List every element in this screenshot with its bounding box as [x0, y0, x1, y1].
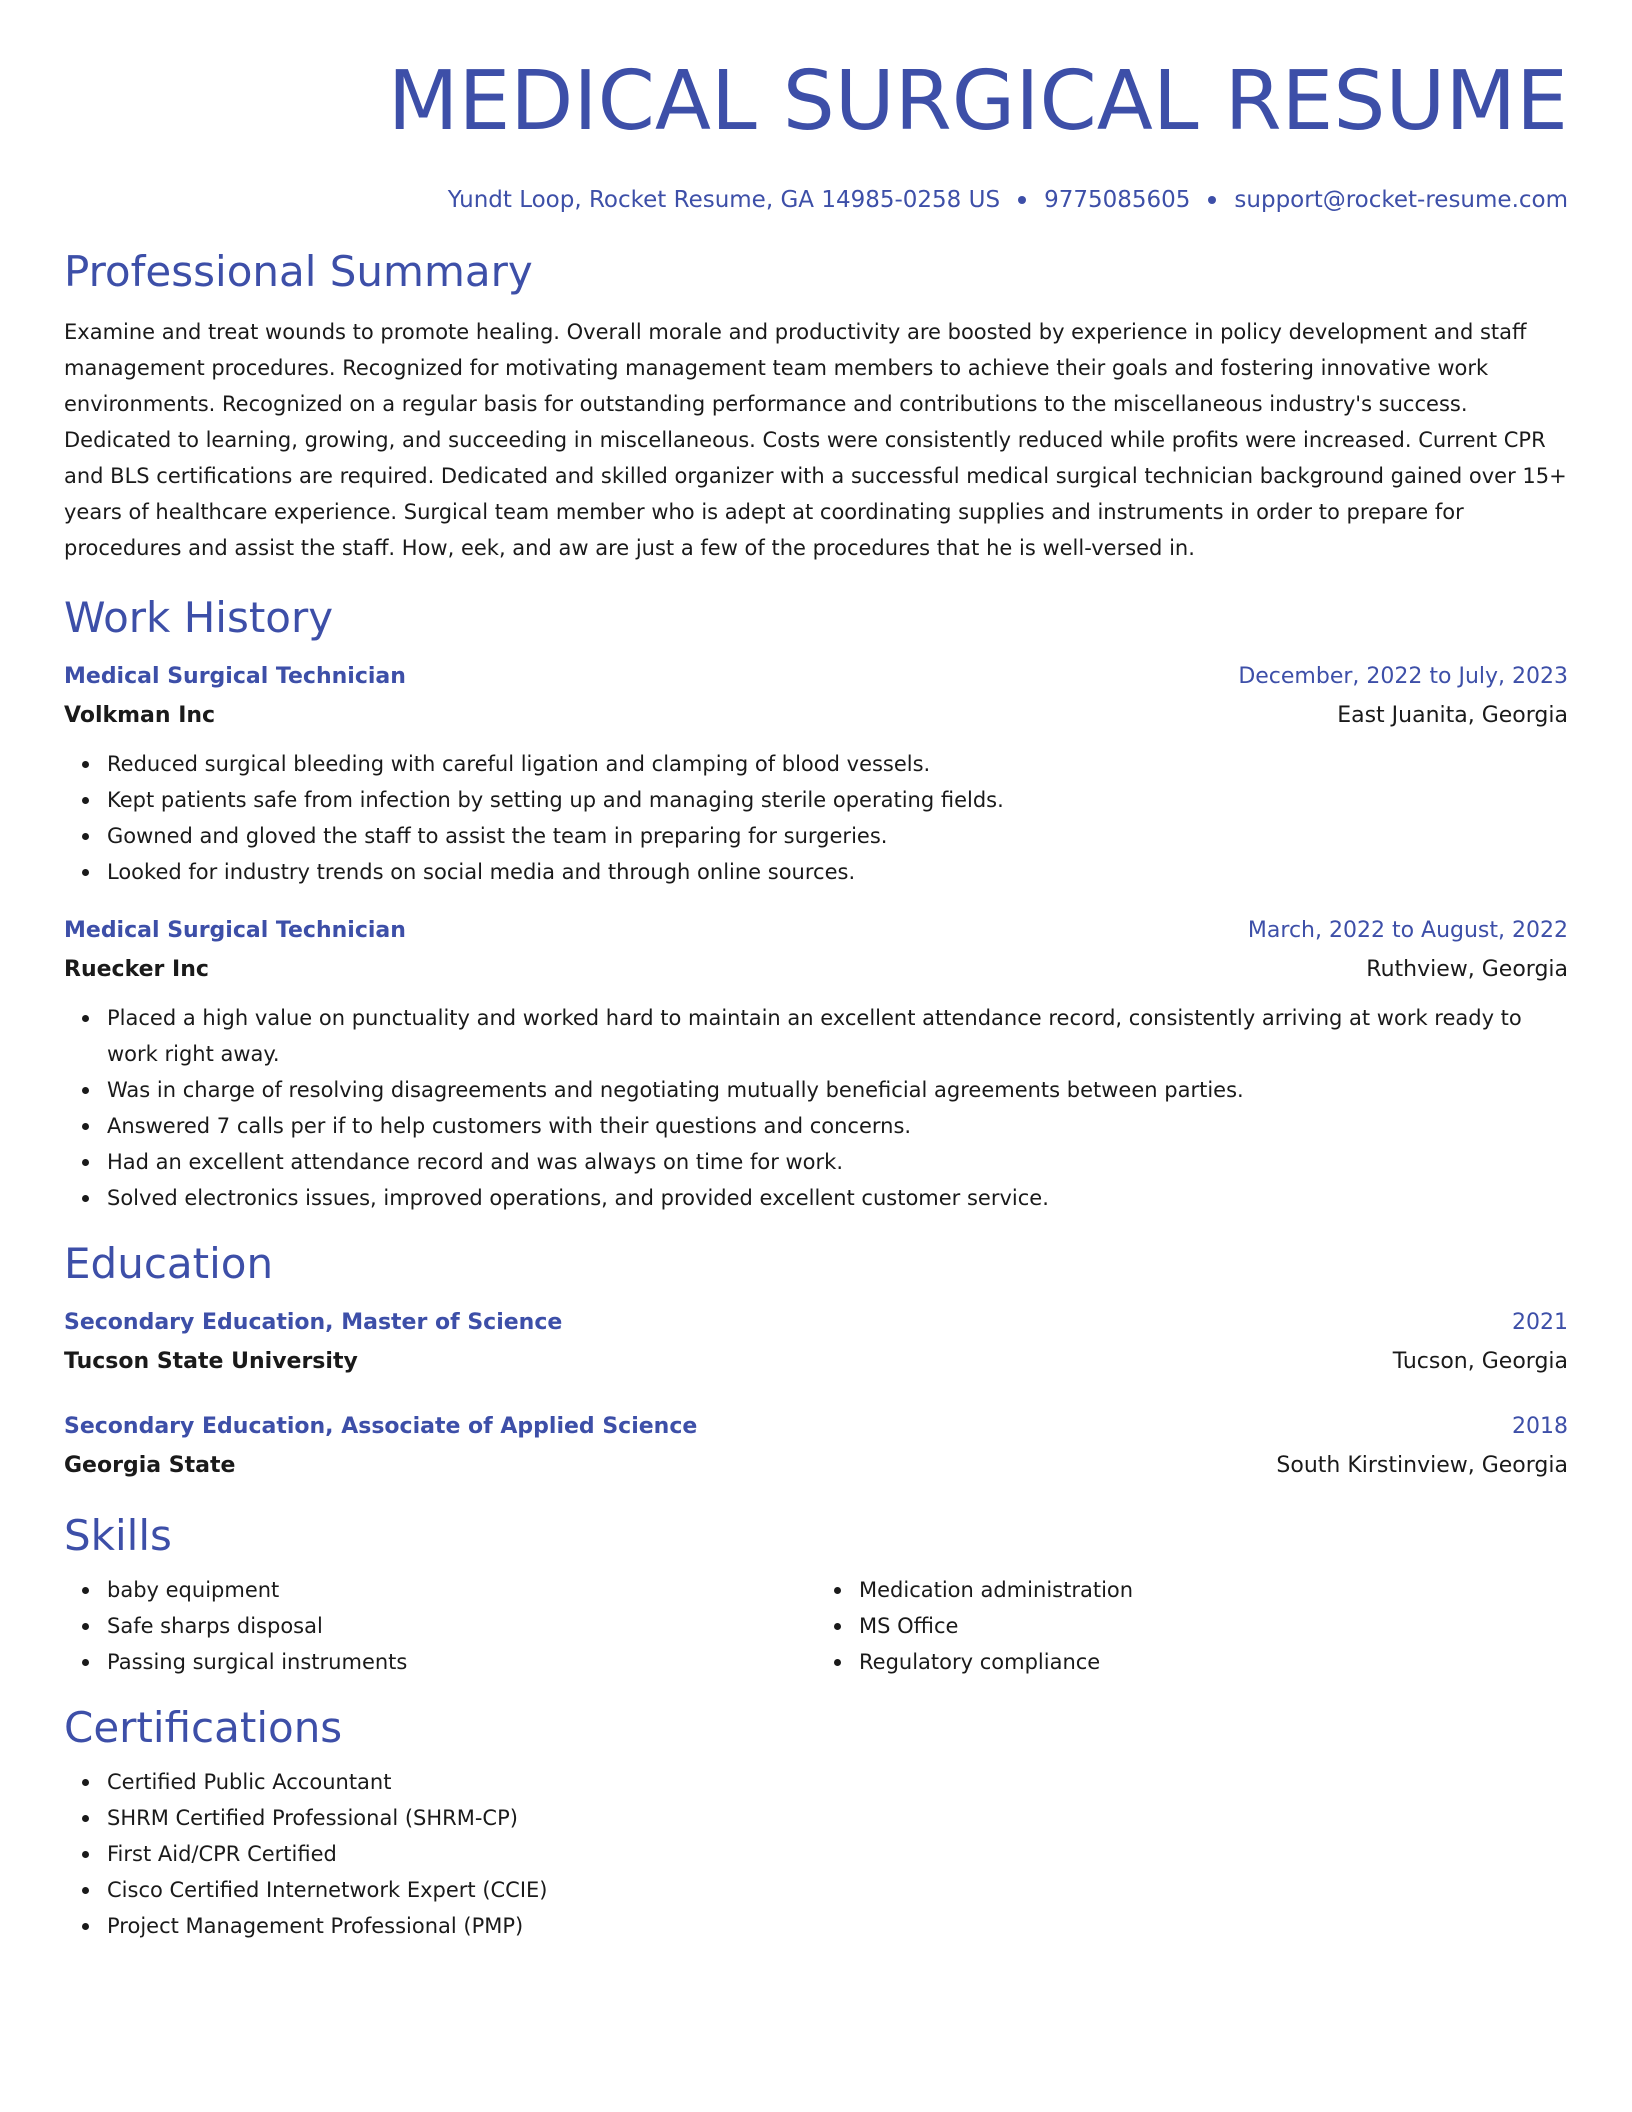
contact-phone: 9775085605	[1044, 187, 1191, 213]
list-item: MS Office	[859, 1608, 1568, 1644]
list-item: Project Management Professional (PMP)	[107, 1908, 1568, 1944]
certifications-section	[64, 1702, 1568, 1944]
summary-text: Examine and treat wounds to promote healing. Overall morale and productivity are boosted by experience in policy development and staff management procedures. Recognized for motivating management team members to achieve their goals and fostering innovative work environments. Recognized on a regular basis for outstanding performance and contributions to the miscellaneous industry's success. Dedicated to learning, growing, and succeeding in miscellaneous. Costs were consistently reduced while profits were increased. Current CPR and BLS certifications are required. Dedicated and skilled organizer with a successful medical surgical technician background gained over 15+ years of healthcare experience. Surgical team member who is adept at coordinating supplies and instruments in order to prepare for procedures and assist the staff. How, eek, and aw are just a few of the procedures that he is well-versed in.	[64, 320, 1567, 560]
education-school: Tucson State University	[64, 1349, 358, 1374]
list-item: Looked for industry trends on social media and through online sources.	[107, 854, 1568, 890]
list-item: SHRM Certified Professional (SHRM-CP)	[107, 1800, 1568, 1836]
job-header-row	[64, 658, 1568, 696]
contact-line	[64, 184, 1568, 216]
list-item: Answered 7 calls per if to help customers with their questions and concerns.	[107, 1108, 1568, 1144]
summary-section	[64, 246, 1568, 566]
education-header-row	[64, 1304, 1568, 1342]
skills-list	[64, 1572, 816, 1680]
job-dates: December, 2022 to July, 2023	[1238, 664, 1568, 689]
education-section	[64, 1238, 1568, 1486]
education-location: South Kirstinview, Georgia	[1276, 1453, 1568, 1478]
certifications-list	[64, 1764, 1568, 1944]
section-title-skills: Skills	[64, 1511, 172, 1560]
section-title-certifications: Certifications	[64, 1703, 343, 1752]
contact-email: support@rocket-resume.com	[1234, 187, 1568, 213]
job-role: Medical Surgical Technician	[64, 918, 406, 943]
education-school: Georgia State	[64, 1453, 236, 1478]
list-item: First Aid/CPR Certified	[107, 1836, 1568, 1872]
job-company-row	[64, 696, 1568, 736]
work-history-section	[64, 592, 1568, 1216]
list-item: baby equipment	[107, 1572, 816, 1608]
job-company: Volkman Inc	[64, 703, 216, 728]
education-location: Tucson, Georgia	[1392, 1349, 1568, 1374]
job-dates: March, 2022 to August, 2022	[1247, 918, 1568, 943]
education-year: 2018	[1512, 1414, 1568, 1439]
education-header-row	[64, 1408, 1568, 1446]
separator-dot	[1018, 196, 1026, 204]
list-item: Passing surgical instruments	[107, 1644, 816, 1680]
skills-section	[64, 1510, 1568, 1680]
skills-columns	[64, 1562, 1568, 1680]
education-school-row	[64, 1342, 1568, 1382]
section-title-education: Education	[64, 1239, 274, 1288]
job-location: East Juanita, Georgia	[1337, 703, 1568, 728]
list-item: Safe sharps disposal	[107, 1608, 816, 1644]
job-bullets	[64, 746, 1568, 890]
job-bullets	[64, 1000, 1568, 1216]
job-location: Ruthview, Georgia	[1366, 957, 1568, 982]
list-item: Medication administration	[859, 1572, 1568, 1608]
job-header-row	[64, 912, 1568, 950]
job-company-row	[64, 950, 1568, 990]
education-year: 2021	[1512, 1310, 1568, 1335]
resume-header	[64, 0, 1568, 216]
list-item: Gowned and gloved the staff to assist the team in preparing for surgeries.	[107, 818, 1568, 854]
list-item: Cisco Certified Internetwork Expert (CCIE)	[107, 1872, 1568, 1908]
skills-column-right	[816, 1562, 1568, 1680]
education-entry	[64, 1304, 1568, 1382]
list-item: Placed a high value on punctuality and worked hard to maintain an excellent attendance record, consistently arriving at work ready to work right away.	[107, 1000, 1568, 1072]
separator-dot	[1208, 196, 1216, 204]
list-item: Reduced surgical bleeding with careful ligation and clamping of blood vessels.	[107, 746, 1568, 782]
job-entry	[64, 912, 1568, 1216]
education-degree: Secondary Education, Master of Science	[64, 1310, 563, 1335]
list-item: Kept patients safe from infection by setting up and managing sterile operating fields.	[107, 782, 1568, 818]
skills-list	[816, 1572, 1568, 1680]
education-entry	[64, 1408, 1568, 1486]
education-degree: Secondary Education, Associate of Applied Science	[64, 1414, 698, 1439]
list-item: Was in charge of resolving disagreements and negotiating mutually beneficial agreements between parties.	[107, 1072, 1568, 1108]
job-role: Medical Surgical Technician	[64, 664, 406, 689]
section-title-summary: Professional Summary	[64, 247, 533, 296]
job-company: Ruecker Inc	[64, 957, 209, 982]
list-item: Regulatory compliance	[859, 1644, 1568, 1680]
skills-column-left	[64, 1562, 816, 1680]
education-school-row	[64, 1446, 1568, 1486]
contact-address: Yundt Loop, Rocket Resume, GA 14985-0258 US	[447, 187, 1001, 213]
resume-title: MEDICAL SURGICAL RESUME	[387, 54, 1568, 149]
section-title-work: Work History	[64, 593, 334, 642]
list-item: Had an excellent attendance record and was always on time for work.	[107, 1144, 1568, 1180]
list-item: Certified Public Accountant	[107, 1764, 1568, 1800]
job-entry	[64, 658, 1568, 890]
list-item: Solved electronics issues, improved operations, and provided excellent customer service.	[107, 1180, 1568, 1216]
